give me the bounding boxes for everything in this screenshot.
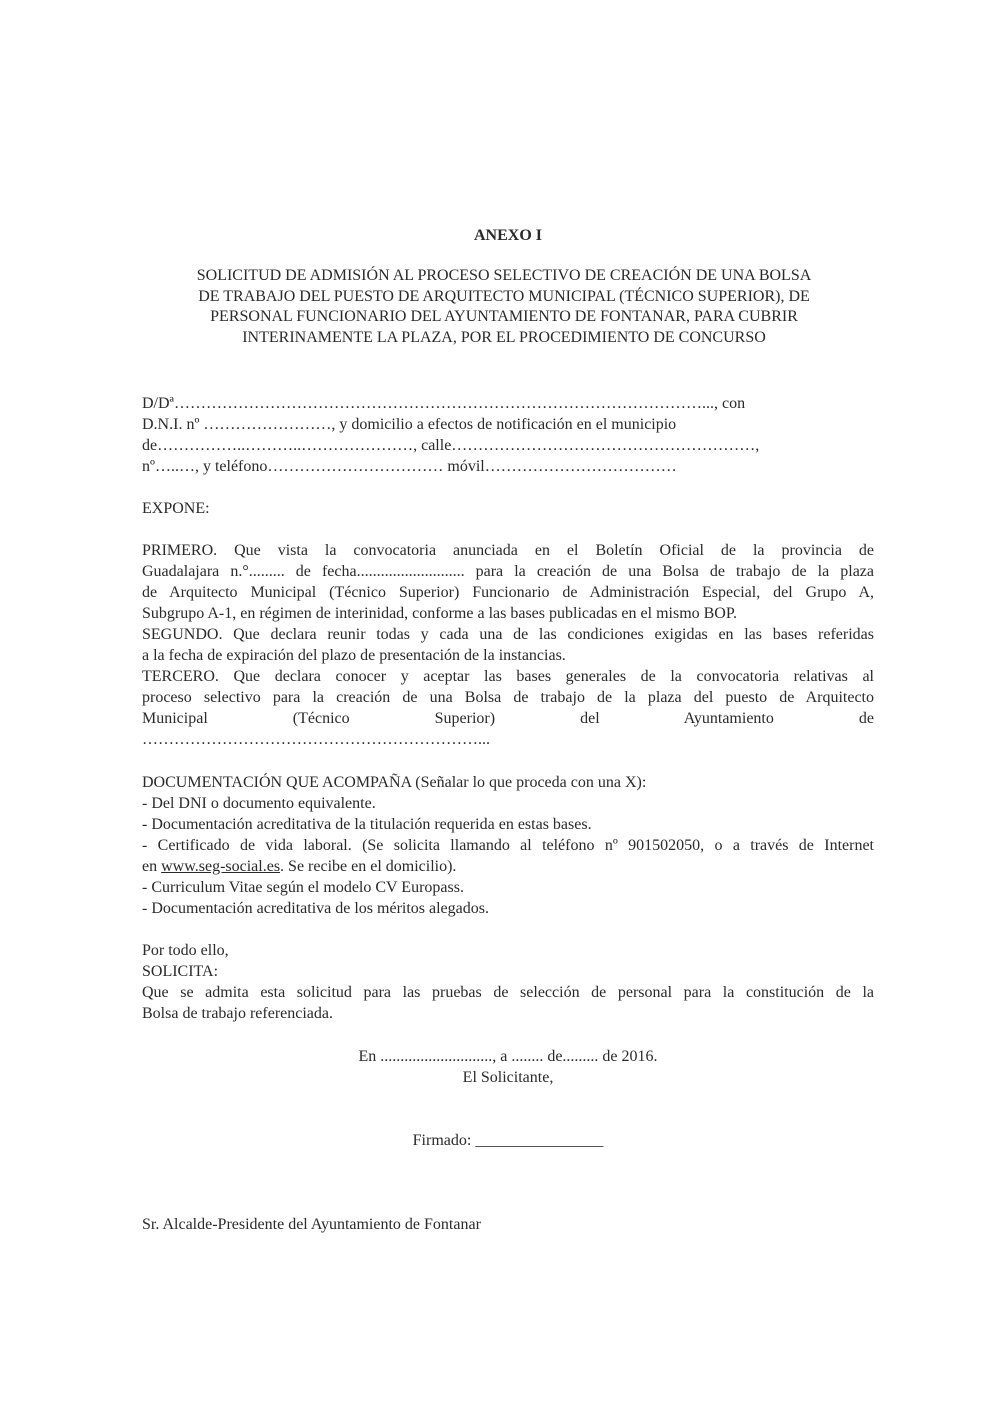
body-line: TERCERO. Que declara conocer y aceptar las bases generales de la convocatoria relativas al <box>142 668 874 685</box>
body-line: Municipal (Técnico Superior) del Ayuntamiento de <box>142 710 874 727</box>
body-line: PRIMERO. Que vista la convocatoria anunciada en el Boletín Oficial de la provincia de <box>142 542 874 559</box>
body-line: Guadalajara n.°......... de fecha........................... para la creación de una Bolsa de trabajo de la plaza <box>142 563 874 580</box>
subtitle-line: INTERINAMENTE LA PLAZA, POR EL PROCEDIMIENTO DE CONCURSO <box>242 328 766 346</box>
exposition-body <box>142 540 874 750</box>
subtitle-line: DE TRABAJO DEL PUESTO DE ARQUITECTO MUNICIPAL (TÉCNICO SUPERIOR), DE <box>198 287 810 305</box>
signature-line: Firmado: ________________ <box>412 1132 604 1149</box>
recipient-line: Sr. Alcalde-Presidente del Ayuntamiento de Fontanar <box>142 1216 481 1233</box>
closing-line: Bolsa de trabajo referenciada. <box>142 1005 334 1022</box>
subtitle-line: SOLICITUD DE ADMISIÓN AL PROCESO SELECTIVO DE CREACIÓN DE UNA BOLSA <box>196 267 812 284</box>
body-line: a la fecha de expiración del plazo de presentación de la instancias. <box>142 647 566 664</box>
body-line: de Arquitecto Municipal (Técnico Superior) Funcionario de Administración Especial, del Grupo A, <box>142 584 874 601</box>
documentation-heading: DOCUMENTACIÓN QUE ACOMPAÑA (Señalar lo que proceda con una X): <box>142 774 647 791</box>
item-prefix: en <box>142 858 162 875</box>
closing-request <box>142 940 874 1024</box>
documentation-list <box>142 772 874 919</box>
body-line: ………………………………………………………... <box>142 731 490 748</box>
subtitle-line: PERSONAL FUNCIONARIO DEL AYUNTAMIENTO DE FONTANAR, PARA CUBRIR <box>210 308 798 325</box>
document-subtitle <box>130 266 878 348</box>
documentation-item: - Documentación acreditativa de los méritos alegados. <box>142 900 489 917</box>
solicita-heading: SOLICITA: <box>142 963 219 980</box>
seg-social-link[interactable]: www.seg-social.es <box>161 858 281 875</box>
documentation-item-continued <box>142 856 874 877</box>
closing-line: Que se admita esta solicitud para las pruebas de selección de personal para la constitución de la <box>142 984 874 1001</box>
applicant-details <box>142 393 850 477</box>
documentation-item: - Documentación acreditativa de la titulación requerida en estas bases. <box>142 816 592 833</box>
documentation-item: - Curriculum Vitae según el modelo CV Europass. <box>142 879 464 896</box>
documentation-item: - Certificado de vida laboral. (Se solicita llamando al teléfono nº 901502050, o a través de Internet <box>142 837 874 854</box>
annex-title: ANEXO I <box>473 227 542 244</box>
documentation-item: - Del DNI o documento equivalente. <box>142 795 376 812</box>
closing-line: Por todo ello, <box>142 942 229 959</box>
applicant-address-line: de……………..………..…………………, calle…………………………………………………, <box>142 437 760 454</box>
date-place-line: En ............................, a ........ de......... de 2016. <box>358 1048 658 1065</box>
expone-heading: EXPONE: <box>142 500 210 517</box>
body-line: proceso selectivo para la creación de una Bolsa de trabajo de la plaza del puesto de Arquitecto <box>142 689 874 706</box>
applicant-phone-line: nº…..…, y teléfono…………………………… móvil……………………………… <box>142 458 677 475</box>
item-suffix: . Se recibe en el domicilio). <box>280 858 457 875</box>
body-line: Subgrupo A-1, en régimen de interinidad, conforme a las bases publicadas en el mismo BOP. <box>142 605 737 622</box>
applicant-name-line: D/Dª………………………………………………………………………………………..., con <box>142 395 746 412</box>
signer-label: El Solicitante, <box>462 1069 554 1086</box>
body-line: SEGUNDO. Que declara reunir todas y cada una de las condiciones exigidas en las bases referidas <box>142 626 874 643</box>
applicant-dni-line: D.N.I. nº ……………………, y domicilio a efectos de notificación en el municipio <box>142 416 677 433</box>
